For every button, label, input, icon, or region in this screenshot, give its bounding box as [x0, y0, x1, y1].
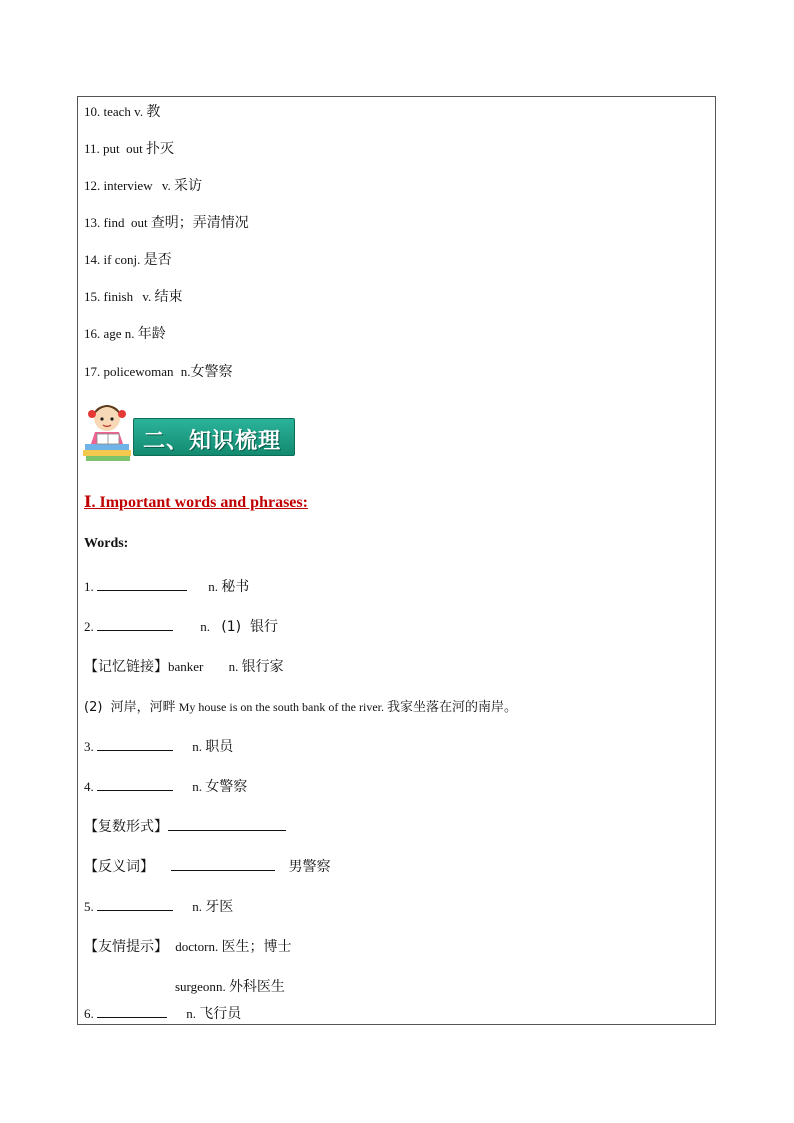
answer-blank[interactable] [97, 578, 187, 591]
item-meaning: 年龄 [137, 326, 166, 342]
item-pos: n. [180, 364, 191, 379]
answer-blank[interactable] [97, 738, 173, 751]
item-pos: conj. [114, 252, 141, 267]
item-meaning: 女警察 [190, 364, 233, 380]
item-word: teach [103, 104, 131, 119]
words-label: Words: [84, 536, 129, 551]
item-meaning: 秘书 [221, 579, 250, 595]
item-word: if [103, 252, 112, 267]
vocab-item [84, 138, 174, 158]
item-word: put out [103, 141, 143, 156]
item-pos: n. [186, 1006, 196, 1021]
tip-label: 【友情提示】 [84, 939, 168, 955]
antonym-label: 【反义词】 [84, 859, 154, 875]
item-number: 10. [84, 104, 101, 119]
item-meaning: (1) 银行 [221, 619, 278, 635]
content-frame [77, 96, 716, 1025]
item-word: surgeon [175, 979, 216, 994]
item-number: 17. [84, 364, 101, 379]
item-number: 2. [84, 619, 94, 634]
vocab-item [84, 361, 233, 381]
fill-item [84, 1003, 241, 1023]
item-meaning: 扑灭 [146, 141, 175, 157]
item-meaning: 飞行员 [199, 1006, 242, 1022]
fill-item [84, 736, 233, 756]
fill-item [84, 896, 233, 916]
item-pos: n. [192, 899, 202, 914]
plural-label: 【复数形式】 [84, 819, 168, 835]
answer-blank[interactable] [168, 818, 286, 831]
vocab-item [84, 249, 172, 269]
item-number: 4. [84, 779, 94, 794]
friendly-tip-2 [175, 976, 285, 996]
answer-blank[interactable] [97, 898, 173, 911]
item-word: age [103, 326, 122, 341]
item-pos: n. [228, 659, 239, 674]
item-number: 6. [84, 1006, 94, 1021]
item-pos: n. [192, 779, 202, 794]
answer-blank[interactable] [97, 618, 173, 631]
item-pos: v. [142, 289, 152, 304]
item-number: 11. [84, 141, 100, 156]
item-meaning: 查明；弄清情况 [150, 215, 249, 231]
vocab-item [84, 212, 249, 232]
item-pos: n. [124, 326, 135, 341]
item-number: 1. [84, 579, 94, 594]
banner-title: 二、知识梳理 [143, 429, 282, 454]
answer-blank[interactable] [97, 1005, 167, 1018]
answer-blank[interactable] [97, 778, 173, 791]
fill-item [84, 616, 278, 636]
item-pos: n. [208, 579, 218, 594]
fill-item [84, 776, 247, 796]
item-number: 15. [84, 289, 101, 304]
item-meaning: 结束 [154, 289, 183, 305]
item-number: 14. [84, 252, 101, 267]
item-word: policewoman [103, 364, 174, 379]
item-number: 5. [84, 899, 94, 914]
vocab-item [84, 323, 166, 343]
friendly-tip [84, 936, 291, 956]
item-number: 13. [84, 215, 101, 230]
memory-link [84, 656, 284, 676]
item-meaning: (2) 河岸，河畔 [84, 700, 176, 715]
vocab-item [84, 175, 202, 195]
antonym [84, 856, 331, 876]
item-pos: n. [192, 739, 202, 754]
item-meaning: 外科医生 [228, 979, 285, 995]
item-pos: n. [208, 939, 219, 954]
item-pos: n. [215, 979, 226, 994]
item-word: interview [103, 178, 153, 193]
item-number: 16. [84, 326, 101, 341]
section-banner [83, 398, 298, 462]
item-word: doctor [175, 939, 209, 954]
fill-item [84, 576, 249, 596]
item-word: find out [103, 215, 148, 230]
item-word: finish [103, 289, 134, 304]
item-meaning: 采访 [174, 178, 202, 194]
item-meaning: 是否 [143, 252, 172, 268]
item-pos: v. [134, 104, 144, 119]
bank-example [84, 696, 517, 715]
plural-form [84, 816, 286, 836]
vocab-item [84, 286, 183, 306]
item-meaning: 女警察 [205, 779, 248, 795]
memory-link-label: 【记忆链接】 [84, 659, 168, 675]
item-number: 3. [84, 739, 94, 754]
item-number: 12. [84, 178, 101, 193]
section-heading: Ⅰ. Important words and phrases: [84, 494, 308, 511]
vocab-item [84, 101, 160, 121]
item-word: banker [168, 659, 204, 674]
item-pos: v. [161, 178, 171, 193]
example-translation: 我家坐落在河的南岸。 [387, 700, 518, 715]
item-meaning: 银行家 [241, 659, 284, 675]
item-meaning: 职员 [205, 739, 234, 755]
item-meaning: 教 [146, 104, 161, 120]
example-sentence: My house is on the south bank of the river. [178, 700, 384, 714]
item-meaning: 牙医 [205, 899, 234, 915]
item-pos: n. [200, 619, 210, 634]
answer-blank[interactable] [171, 858, 275, 871]
item-meaning: 医生；博士 [221, 939, 292, 955]
item-meaning: 男警察 [288, 859, 331, 875]
